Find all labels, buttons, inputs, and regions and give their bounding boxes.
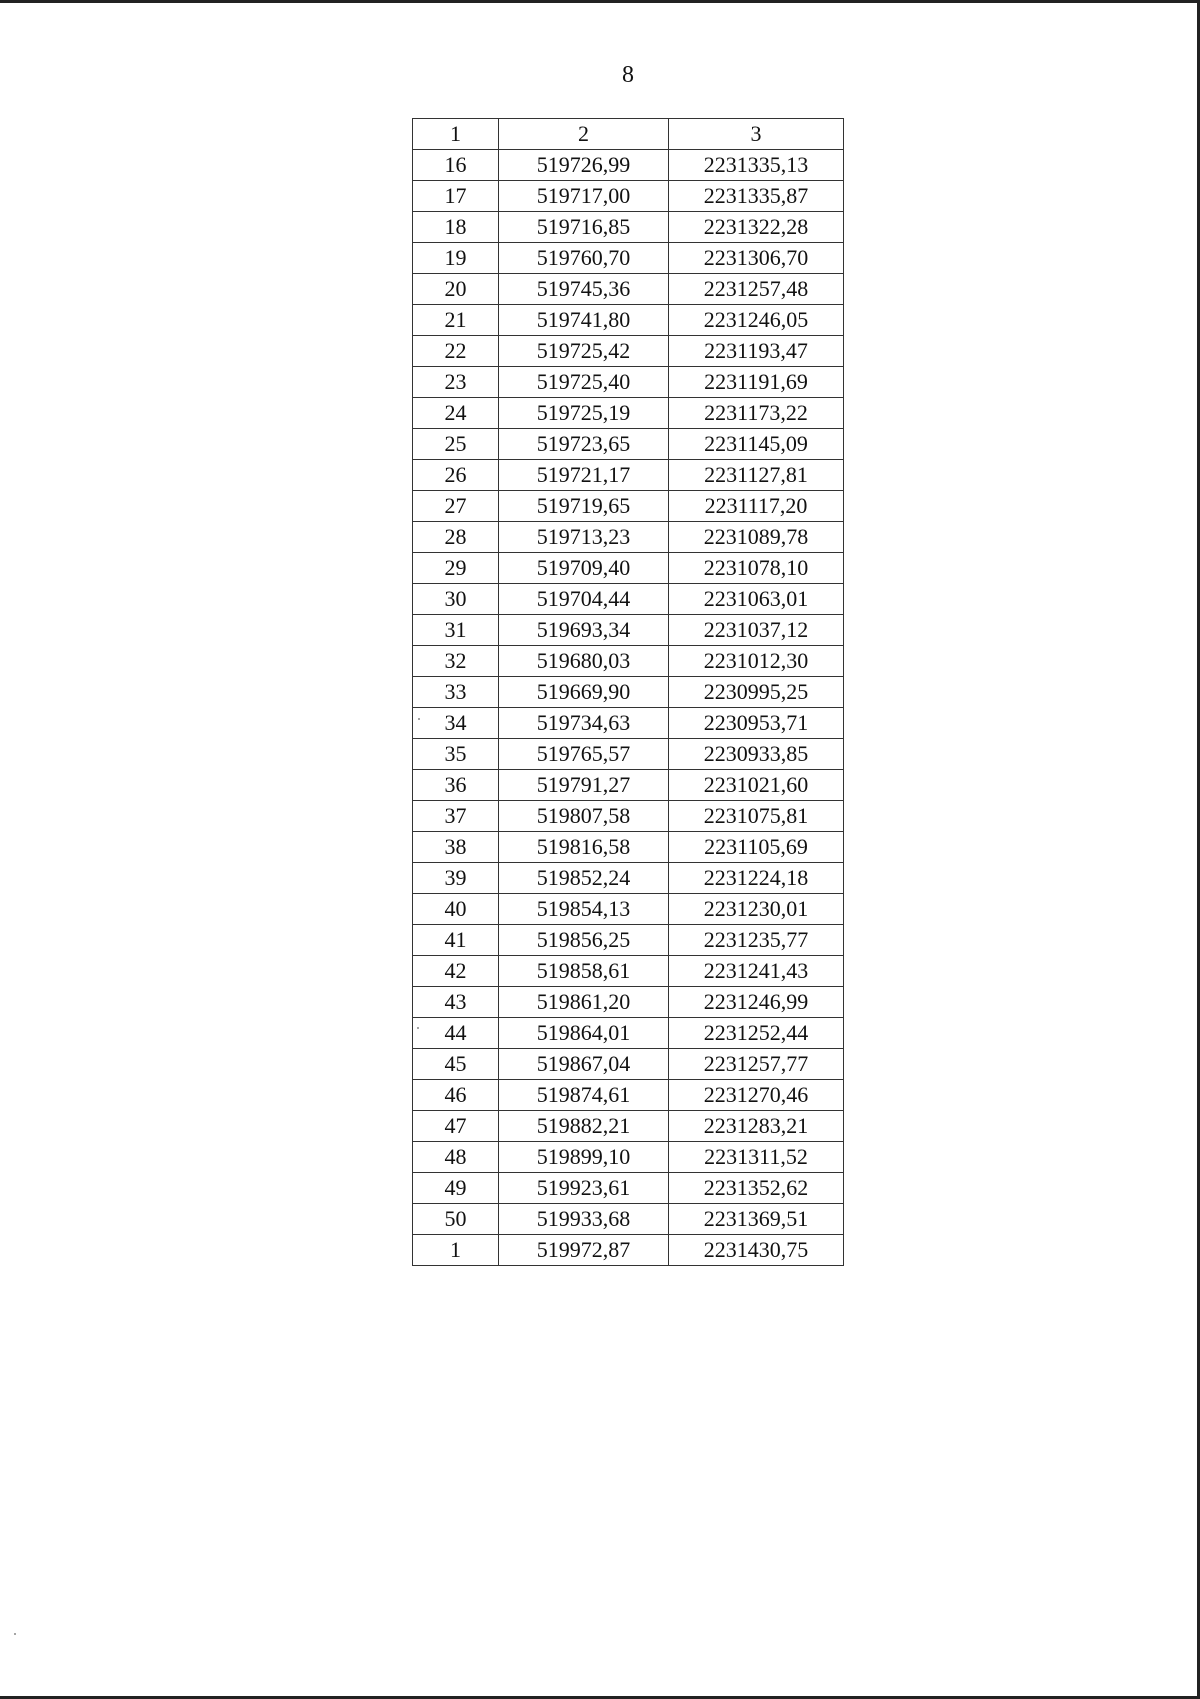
x-coordinate-cell: 519861,20 <box>499 987 669 1018</box>
table-row <box>413 212 844 243</box>
x-coordinate-cell: 519858,61 <box>499 956 669 987</box>
point-number-cell: 16 <box>413 150 499 181</box>
y-coordinate-cell: 2231105,69 <box>669 832 844 863</box>
table-row <box>413 336 844 367</box>
point-number-cell: 44 <box>413 1018 499 1049</box>
point-number-cell: 22 <box>413 336 499 367</box>
x-coordinate-cell: 519791,27 <box>499 770 669 801</box>
table-row <box>413 460 844 491</box>
x-coordinate-cell: 519709,40 <box>499 553 669 584</box>
point-number-cell: 39 <box>413 863 499 894</box>
y-coordinate-cell: 2231335,87 <box>669 181 844 212</box>
x-coordinate-cell: 519719,65 <box>499 491 669 522</box>
point-number-cell: 23 <box>413 367 499 398</box>
table-row <box>413 1018 844 1049</box>
table-row <box>413 367 844 398</box>
table-row <box>413 1142 844 1173</box>
point-number-cell: 49 <box>413 1173 499 1204</box>
table-row <box>413 615 844 646</box>
point-number-cell: 30 <box>413 584 499 615</box>
table-row <box>413 925 844 956</box>
point-number-cell: 20 <box>413 274 499 305</box>
column-header-2: 2 <box>499 119 669 150</box>
point-number-cell: 36 <box>413 770 499 801</box>
y-coordinate-cell: 2231173,22 <box>669 398 844 429</box>
y-coordinate-cell: 2231246,05 <box>669 305 844 336</box>
table-row <box>413 274 844 305</box>
x-coordinate-cell: 519856,25 <box>499 925 669 956</box>
y-coordinate-cell: 2231230,01 <box>669 894 844 925</box>
y-coordinate-cell: 2231257,48 <box>669 274 844 305</box>
y-coordinate-cell: 2231241,43 <box>669 956 844 987</box>
point-number-cell: 28 <box>413 522 499 553</box>
table-row <box>413 646 844 677</box>
x-coordinate-cell: 519725,40 <box>499 367 669 398</box>
y-coordinate-cell: 2231322,28 <box>669 212 844 243</box>
table-header-row <box>413 119 844 150</box>
y-coordinate-cell: 2231306,70 <box>669 243 844 274</box>
y-coordinate-cell: 2231246,99 <box>669 987 844 1018</box>
table-row <box>413 584 844 615</box>
y-coordinate-cell: 2231283,21 <box>669 1111 844 1142</box>
table-row <box>413 956 844 987</box>
x-coordinate-cell: 519713,23 <box>499 522 669 553</box>
x-coordinate-cell: 519854,13 <box>499 894 669 925</box>
x-coordinate-cell: 519721,17 <box>499 460 669 491</box>
column-header-3: 3 <box>669 119 844 150</box>
x-coordinate-cell: 519864,01 <box>499 1018 669 1049</box>
table-row <box>413 181 844 212</box>
y-coordinate-cell: 2231078,10 <box>669 553 844 584</box>
x-coordinate-cell: 519852,24 <box>499 863 669 894</box>
x-coordinate-cell: 519693,34 <box>499 615 669 646</box>
scan-speck <box>417 1027 419 1029</box>
y-coordinate-cell: 2231335,13 <box>669 150 844 181</box>
y-coordinate-cell: 2231430,75 <box>669 1235 844 1266</box>
y-coordinate-cell: 2231352,62 <box>669 1173 844 1204</box>
table-row <box>413 770 844 801</box>
point-number-cell: 26 <box>413 460 499 491</box>
point-number-cell: 17 <box>413 181 499 212</box>
table-row <box>413 1173 844 1204</box>
x-coordinate-cell: 519734,63 <box>499 708 669 739</box>
point-number-cell: 47 <box>413 1111 499 1142</box>
table-row <box>413 398 844 429</box>
x-coordinate-cell: 519725,19 <box>499 398 669 429</box>
y-coordinate-cell: 2231012,30 <box>669 646 844 677</box>
x-coordinate-cell: 519725,42 <box>499 336 669 367</box>
point-number-cell: 24 <box>413 398 499 429</box>
coordinates-table <box>412 118 844 1266</box>
scan-speck <box>418 718 420 720</box>
x-coordinate-cell: 519923,61 <box>499 1173 669 1204</box>
x-coordinate-cell: 519807,58 <box>499 801 669 832</box>
y-coordinate-cell: 2231369,51 <box>669 1204 844 1235</box>
y-coordinate-cell: 2231145,09 <box>669 429 844 460</box>
x-coordinate-cell: 519874,61 <box>499 1080 669 1111</box>
table-body <box>413 150 844 1266</box>
point-number-cell: 25 <box>413 429 499 460</box>
table-row <box>413 708 844 739</box>
x-coordinate-cell: 519716,85 <box>499 212 669 243</box>
point-number-cell: 33 <box>413 677 499 708</box>
y-coordinate-cell: 2230953,71 <box>669 708 844 739</box>
x-coordinate-cell: 519816,58 <box>499 832 669 863</box>
table-row <box>413 987 844 1018</box>
point-number-cell: 41 <box>413 925 499 956</box>
x-coordinate-cell: 519867,04 <box>499 1049 669 1080</box>
table-row <box>413 832 844 863</box>
scan-speck <box>14 1633 16 1635</box>
x-coordinate-cell: 519704,44 <box>499 584 669 615</box>
y-coordinate-cell: 2231037,12 <box>669 615 844 646</box>
y-coordinate-cell: 2231193,47 <box>669 336 844 367</box>
point-number-cell: 27 <box>413 491 499 522</box>
point-number-cell: 34 <box>413 708 499 739</box>
page-border-top <box>0 0 1200 3</box>
x-coordinate-cell: 519726,99 <box>499 150 669 181</box>
table-row <box>413 1235 844 1266</box>
y-coordinate-cell: 2231117,20 <box>669 491 844 522</box>
point-number-cell: 43 <box>413 987 499 1018</box>
y-coordinate-cell: 2231224,18 <box>669 863 844 894</box>
y-coordinate-cell: 2230995,25 <box>669 677 844 708</box>
x-coordinate-cell: 519972,87 <box>499 1235 669 1266</box>
column-header-1: 1 <box>413 119 499 150</box>
y-coordinate-cell: 2230933,85 <box>669 739 844 770</box>
table-row <box>413 243 844 274</box>
point-number-cell: 1 <box>413 1235 499 1266</box>
table-row <box>413 677 844 708</box>
y-coordinate-cell: 2231021,60 <box>669 770 844 801</box>
table-row <box>413 1080 844 1111</box>
y-coordinate-cell: 2231311,52 <box>669 1142 844 1173</box>
y-coordinate-cell: 2231252,44 <box>669 1018 844 1049</box>
point-number-cell: 32 <box>413 646 499 677</box>
x-coordinate-cell: 519680,03 <box>499 646 669 677</box>
y-coordinate-cell: 2231089,78 <box>669 522 844 553</box>
y-coordinate-cell: 2231075,81 <box>669 801 844 832</box>
table-row <box>413 1204 844 1235</box>
point-number-cell: 42 <box>413 956 499 987</box>
point-number-cell: 48 <box>413 1142 499 1173</box>
point-number-cell: 38 <box>413 832 499 863</box>
y-coordinate-cell: 2231063,01 <box>669 584 844 615</box>
point-number-cell: 45 <box>413 1049 499 1080</box>
x-coordinate-cell: 519882,21 <box>499 1111 669 1142</box>
table-row <box>413 1111 844 1142</box>
x-coordinate-cell: 519899,10 <box>499 1142 669 1173</box>
page-number: 8 <box>622 62 634 88</box>
x-coordinate-cell: 519717,00 <box>499 181 669 212</box>
table-row <box>413 801 844 832</box>
y-coordinate-cell: 2231127,81 <box>669 460 844 491</box>
table-row <box>413 305 844 336</box>
table-row <box>413 894 844 925</box>
x-coordinate-cell: 519723,65 <box>499 429 669 460</box>
point-number-cell: 19 <box>413 243 499 274</box>
x-coordinate-cell: 519933,68 <box>499 1204 669 1235</box>
table-row <box>413 429 844 460</box>
point-number-cell: 37 <box>413 801 499 832</box>
point-number-cell: 46 <box>413 1080 499 1111</box>
point-number-cell: 35 <box>413 739 499 770</box>
table-row <box>413 739 844 770</box>
point-number-cell: 29 <box>413 553 499 584</box>
x-coordinate-cell: 519669,90 <box>499 677 669 708</box>
point-number-cell: 40 <box>413 894 499 925</box>
y-coordinate-cell: 2231235,77 <box>669 925 844 956</box>
y-coordinate-cell: 2231257,77 <box>669 1049 844 1080</box>
table-row <box>413 1049 844 1080</box>
y-coordinate-cell: 2231191,69 <box>669 367 844 398</box>
table-row <box>413 150 844 181</box>
table-row <box>413 553 844 584</box>
point-number-cell: 21 <box>413 305 499 336</box>
point-number-cell: 50 <box>413 1204 499 1235</box>
point-number-cell: 18 <box>413 212 499 243</box>
x-coordinate-cell: 519765,57 <box>499 739 669 770</box>
x-coordinate-cell: 519741,80 <box>499 305 669 336</box>
x-coordinate-cell: 519760,70 <box>499 243 669 274</box>
y-coordinate-cell: 2231270,46 <box>669 1080 844 1111</box>
table-row <box>413 491 844 522</box>
table-row <box>413 863 844 894</box>
table-row <box>413 522 844 553</box>
x-coordinate-cell: 519745,36 <box>499 274 669 305</box>
point-number-cell: 31 <box>413 615 499 646</box>
